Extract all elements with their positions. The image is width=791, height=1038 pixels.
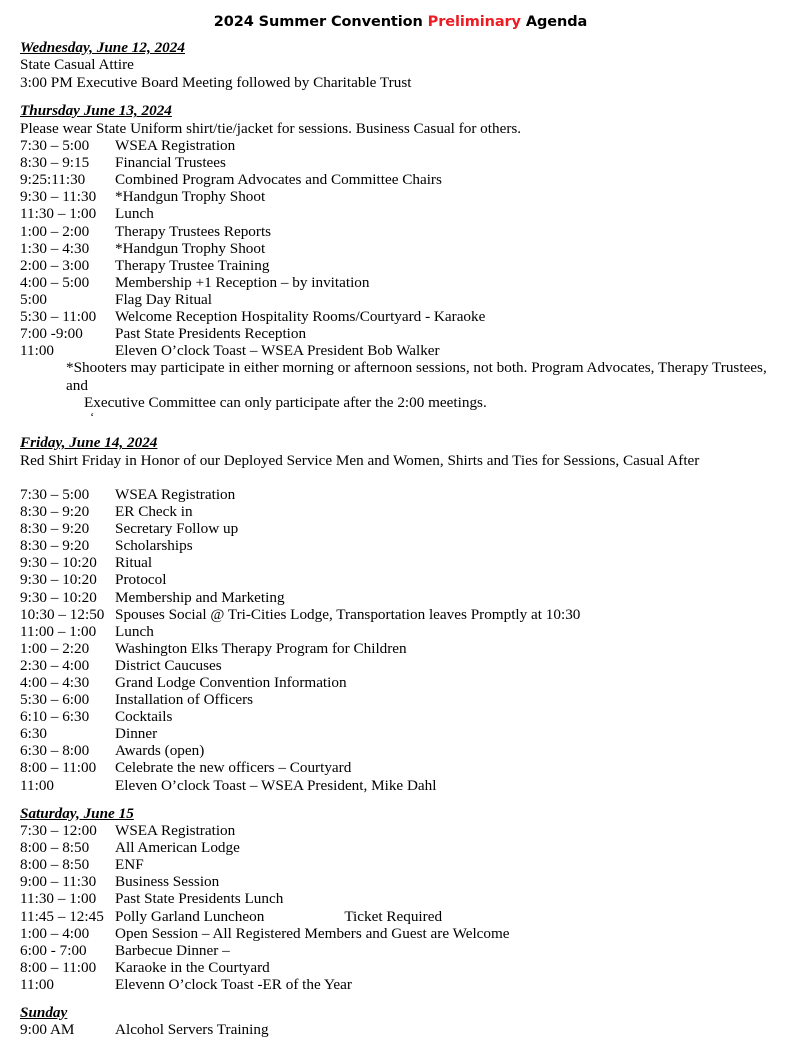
- schedule-row: [20, 503, 773, 520]
- schedule-description: Lunch: [115, 622, 154, 640]
- schedule-time: 8:30 – 9:20: [20, 503, 90, 521]
- schedule-time: 9:25:11:30: [20, 171, 86, 189]
- schedule-row: [20, 606, 773, 623]
- schedule-row: [20, 291, 773, 308]
- schedule-description: Eleven O’clock Toast – WSEA President, Mike Dahl: [115, 776, 437, 794]
- schedule-row: [20, 856, 773, 873]
- schedule-row: [20, 154, 773, 171]
- schedule-row: [20, 537, 773, 554]
- schedule-time: 11:30 – 1:00: [20, 890, 97, 908]
- schedule-description: Barbecue Dinner –: [115, 941, 230, 959]
- schedule-description: Dinner: [115, 725, 158, 743]
- schedule-row: [20, 571, 773, 588]
- schedule-description: All American Lodge: [115, 839, 240, 857]
- day-block-wednesday: [20, 39, 773, 91]
- schedule-row: [20, 257, 773, 274]
- schedule-time: 8:30 – 9:20: [20, 520, 90, 538]
- schedule-row: [20, 205, 773, 222]
- schedule-row: [20, 742, 773, 759]
- schedule-time: 6:00 - 7:00: [20, 941, 87, 959]
- day-note: State Casual Attire: [20, 56, 134, 74]
- schedule-description: Ritual: [115, 554, 153, 572]
- schedule-row: [20, 240, 773, 257]
- schedule-description: WSEA Registration: [115, 485, 236, 503]
- day-header-row: [20, 39, 773, 56]
- schedule-description: Washington Elks Therapy Program for Children: [115, 639, 407, 657]
- schedule-time: 9:30 – 10:20: [20, 588, 97, 606]
- footnote-line-2: Executive Committee can only participate after the 2:00 meetings.: [84, 393, 487, 411]
- schedule-row: [20, 777, 773, 794]
- schedule-description: Lunch: [115, 205, 154, 223]
- day-spacer: [20, 91, 773, 102]
- schedule-description: Spouses Social @ Tri-Cities Lodge, Transportation leaves Promptly at 10:30: [115, 605, 581, 623]
- day-header-thursday: Thursday June 13, 2024: [20, 102, 172, 120]
- schedule-description: Therapy Trustees Reports: [115, 222, 272, 240]
- schedule-time: 5:30 – 6:00: [20, 691, 90, 709]
- schedule-row: [20, 554, 773, 571]
- schedule-description: ENF: [115, 856, 144, 874]
- schedule-time: 1:00 – 4:00: [20, 924, 90, 942]
- schedule-description: Therapy Trustee Training: [115, 256, 270, 274]
- schedule-row: [20, 873, 773, 890]
- schedule-time: 1:00 – 2:20: [20, 639, 90, 657]
- schedule-row: [20, 942, 773, 959]
- schedule-row: [20, 308, 773, 325]
- schedule-table-thursday: [20, 137, 773, 359]
- schedule-time: 7:00 -9:00: [20, 325, 83, 343]
- schedule-time: 2:30 – 4:00: [20, 656, 90, 674]
- schedule-time: 4:00 – 4:30: [20, 673, 90, 691]
- page-title-accent: Preliminary: [427, 14, 521, 30]
- schedule-time: 8:00 – 8:50: [20, 856, 90, 874]
- day-header-row: [20, 434, 773, 451]
- schedule-description: WSEA Registration: [115, 137, 236, 155]
- schedule-time: 5:30 – 11:00: [20, 307, 97, 325]
- schedule-description: Alcohol Servers Training: [115, 1021, 269, 1038]
- schedule-description: Combined Program Advocates and Committee Chairs: [115, 171, 442, 189]
- day-block-thursday: [20, 91, 773, 423]
- schedule-time: 7:30 – 5:00: [20, 485, 90, 503]
- schedule-description: Welcome Reception Hospitality Rooms/Courtyard - Karaoke: [115, 307, 486, 325]
- schedule-time: 8:00 – 11:00: [20, 759, 97, 777]
- schedule-time: 11:00 – 1:00: [20, 622, 97, 640]
- schedule-time: 5:00: [20, 290, 48, 308]
- schedule-row: [20, 137, 773, 154]
- agenda-days: [20, 39, 773, 1038]
- schedule-time: 8:00 – 11:00: [20, 958, 97, 976]
- day-header-row: [20, 102, 773, 119]
- schedule-time: 6:30 – 8:00: [20, 742, 90, 760]
- schedule-time: 8:30 – 9:15: [20, 154, 90, 172]
- schedule-row: [20, 657, 773, 674]
- day-block-saturday: [20, 794, 773, 993]
- page-title-before: 2024 Summer Convention: [213, 14, 428, 30]
- schedule-time: 9:00 AM: [20, 1021, 75, 1038]
- schedule-time: 9:00 – 11:30: [20, 873, 97, 891]
- schedule-row: [20, 708, 773, 725]
- day-note: 3:00 PM Executive Board Meeting followed by Charitable Trust: [20, 73, 412, 91]
- schedule-time: 1:30 – 4:30: [20, 239, 90, 257]
- schedule-time: 8:30 – 9:20: [20, 537, 90, 555]
- day-block-sunday: [20, 993, 773, 1038]
- schedule-description: Awards (open): [115, 742, 205, 760]
- day-header-friday: Friday, June 14, 2024: [20, 434, 158, 452]
- schedule-description: Elevenn O’clock Toast -ER of the Year: [115, 975, 352, 993]
- schedule-row: [20, 223, 773, 240]
- day-spacer: [20, 993, 773, 1004]
- schedule-row: [20, 171, 773, 188]
- schedule-time: 8:00 – 8:50: [20, 839, 90, 857]
- schedule-description: District Caucuses: [115, 656, 222, 674]
- day-block-friday: [20, 423, 773, 794]
- day-header-wednesday: Wednesday, June 12, 2024: [20, 39, 185, 56]
- schedule-description: Secretary Follow up: [115, 520, 239, 538]
- schedule-row: [20, 976, 773, 993]
- schedule-time: 11:45 – 12:45: [20, 907, 104, 925]
- schedule-row: [20, 623, 773, 640]
- schedule-row: [20, 822, 773, 839]
- day-note: Please wear State Uniform shirt/tie/jacket for sessions. Business Casual for others.: [20, 119, 522, 137]
- schedule-description: Polly Garland Luncheon: [115, 907, 265, 925]
- schedule-description: Celebrate the new officers – Courtyard: [115, 759, 352, 777]
- schedule-row: [20, 890, 773, 907]
- day-header-sunday: Sunday: [20, 1003, 68, 1021]
- day-header-row: [20, 1004, 773, 1021]
- schedule-description: Membership and Marketing: [115, 588, 285, 606]
- day-header-saturday: Saturday, June 15: [20, 804, 134, 822]
- schedule-row: [20, 589, 773, 606]
- schedule-time: 11:00: [20, 975, 55, 993]
- schedule-note: Ticket Required: [344, 907, 443, 925]
- schedule-time: 4:00 – 5:00: [20, 273, 90, 291]
- schedule-description: Flag Day Ritual: [115, 290, 213, 308]
- stray-apostrophe-mark: ‘: [90, 409, 95, 425]
- schedule-row: [20, 342, 773, 359]
- schedule-row: [20, 839, 773, 856]
- day-spacer: [20, 794, 773, 805]
- schedule-description: Grand Lodge Convention Information: [115, 673, 347, 691]
- schedule-row: [20, 486, 773, 503]
- day-spacer: [20, 423, 773, 434]
- schedule-table-saturday: [20, 822, 773, 993]
- schedule-description: Past State Presidents Lunch: [115, 890, 284, 908]
- schedule-description: Installation of Officers: [115, 691, 254, 709]
- schedule-description: Business Session: [115, 873, 220, 891]
- schedule-time: 9:30 – 10:20: [20, 554, 97, 572]
- schedule-row: [20, 674, 773, 691]
- schedule-row: [20, 520, 773, 537]
- footnote-line-1: *Shooters may participate in either morning or afternoon sessions, not both. Program Advocates, Therapy Trustees, and: [66, 359, 767, 394]
- page-title-after: Agenda: [520, 14, 588, 30]
- schedule-time: 10:30 – 12:50: [20, 605, 105, 623]
- schedule-description: Cocktails: [115, 708, 173, 726]
- schedule-description: *Handgun Trophy Shoot: [115, 188, 266, 206]
- schedule-time: 11:00: [20, 776, 55, 794]
- schedule-time: 1:00 – 2:00: [20, 222, 90, 240]
- schedule-time: 11:30 – 1:00: [20, 205, 97, 223]
- schedule-description: Past State Presidents Reception: [115, 325, 307, 343]
- schedule-time: 7:30 – 12:00: [20, 822, 97, 840]
- schedule-row: [20, 959, 773, 976]
- footnote: [20, 359, 773, 411]
- schedule-row: [20, 274, 773, 291]
- schedule-time: 11:00: [20, 342, 55, 360]
- schedule-time: 9:30 – 10:20: [20, 571, 97, 589]
- schedule-time: 2:00 – 3:00: [20, 256, 90, 274]
- schedule-description: Eleven O’clock Toast – WSEA President Bob Walker: [115, 342, 440, 360]
- page-title: [20, 14, 773, 30]
- schedule-row: [20, 725, 773, 742]
- schedule-row: [20, 759, 773, 776]
- schedule-row: [20, 691, 773, 708]
- schedule-row: [20, 640, 773, 657]
- schedule-description: Karaoke in the Courtyard: [115, 958, 270, 976]
- day-header-row: [20, 805, 773, 822]
- blank-line: [20, 469, 773, 486]
- schedule-time: 6:30: [20, 725, 48, 743]
- schedule-row: [20, 325, 773, 342]
- schedule-description: ER Check in: [115, 503, 193, 521]
- schedule-description: Membership +1 Reception – by invitation: [115, 273, 370, 291]
- schedule-time: 6:10 – 6:30: [20, 708, 90, 726]
- schedule-description: Financial Trustees: [115, 154, 226, 172]
- schedule-description: Protocol: [115, 571, 167, 589]
- schedule-description: Open Session – All Registered Members and Guest are Welcome: [115, 924, 510, 942]
- schedule-description: *Handgun Trophy Shoot: [115, 239, 266, 257]
- day-note: Red Shirt Friday in Honor of our Deployed Service Men and Women, Shirts and Ties for Sessions, Casual After: [20, 451, 700, 469]
- schedule-table-friday: [20, 486, 773, 794]
- schedule-row: [20, 925, 773, 942]
- schedule-description: WSEA Registration: [115, 822, 236, 840]
- schedule-time: 7:30 – 5:00: [20, 137, 90, 155]
- schedule-row: [20, 908, 773, 925]
- schedule-time: 9:30 – 11:30: [20, 188, 97, 206]
- schedule-description: Scholarships: [115, 537, 193, 555]
- schedule-row: [20, 188, 773, 205]
